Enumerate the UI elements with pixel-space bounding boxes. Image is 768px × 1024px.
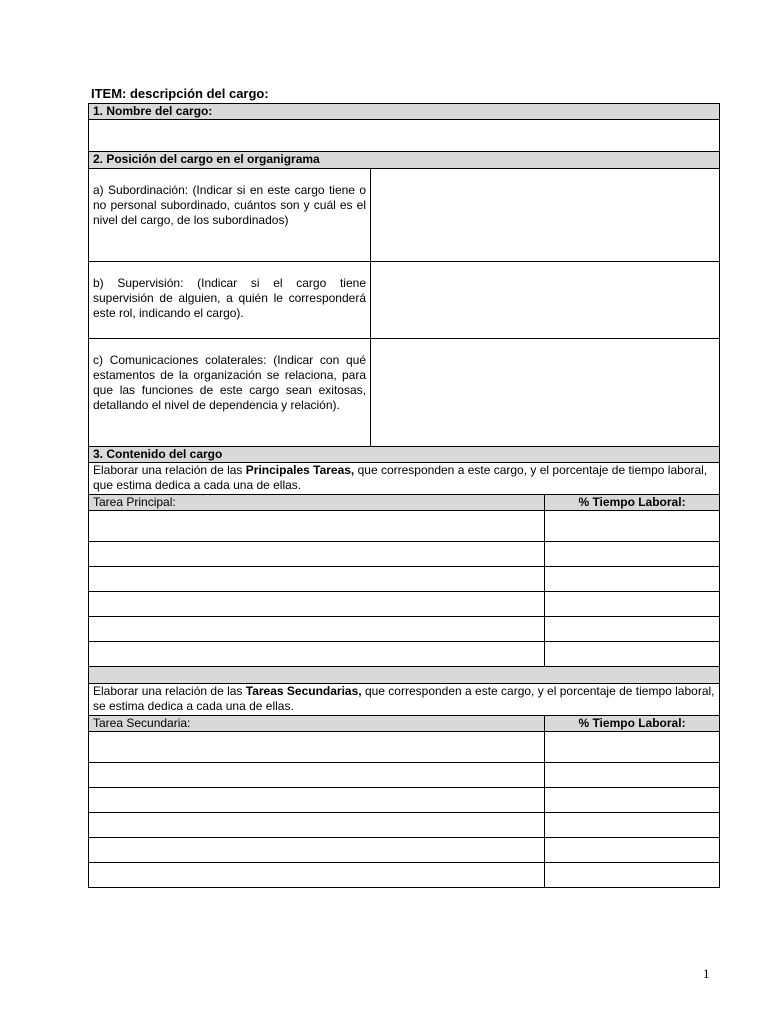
secondary-time-cell[interactable] [545, 763, 720, 788]
principal-time-cell[interactable] [545, 567, 720, 592]
principal-task-cell[interactable] [89, 567, 545, 592]
table-row [89, 813, 720, 838]
collateral-communications-prompt: c) Comunicaciones colaterales: (Indicar con qué estamentos de la organización se relaciona, para que las funciones de este cargo sean exitosas, detallando el nivel de dependencia y relación). [89, 339, 371, 447]
secondary-time-column-header: % Tiempo Laboral: [545, 716, 720, 732]
principal-time-cell[interactable] [545, 592, 720, 617]
principal-task-cell[interactable] [89, 617, 545, 642]
principal-task-cell[interactable] [89, 592, 545, 617]
principal-time-cell[interactable] [545, 511, 720, 542]
supervision-prompt: b) Supervisión: (Indicar si el cargo tiene supervisión de alguien, a quién le corresponderá este rol, indicando el cargo). [89, 262, 371, 339]
section-1-header: 1. Nombre del cargo: [89, 104, 720, 120]
collateral-communications-field[interactable] [371, 339, 720, 447]
principal-task-cell[interactable] [89, 542, 545, 567]
principal-time-cell[interactable] [545, 642, 720, 667]
principal-time-column-header: % Tiempo Laboral: [545, 495, 720, 511]
secondary-time-cell[interactable] [545, 838, 720, 863]
page-number: 1 [703, 966, 710, 981]
page-title: ITEM: descripción del cargo: [91, 86, 269, 101]
table-row [89, 511, 720, 542]
separator-row [89, 667, 720, 684]
table-row [89, 838, 720, 863]
secondary-task-column-header: Tarea Secundaria: [89, 716, 545, 732]
subordination-field[interactable] [371, 169, 720, 262]
table-row [89, 567, 720, 592]
principal-time-cell[interactable] [545, 617, 720, 642]
principal-time-cell[interactable] [545, 542, 720, 567]
secondary-task-cell[interactable] [89, 813, 545, 838]
principal-task-cell[interactable] [89, 642, 545, 667]
table-row [89, 592, 720, 617]
table-row [89, 788, 720, 813]
table-row [89, 642, 720, 667]
secondary-time-cell[interactable] [545, 863, 720, 888]
section-3-header: 3. Contenido del cargo [89, 447, 720, 463]
secondary-task-cell[interactable] [89, 732, 545, 763]
table-row [89, 617, 720, 642]
subordination-prompt: a) Subordinación: (Indicar si en este cargo tiene o no personal subordinado, cuántos son y cuál es el nivel del cargo, de los subordinados) [89, 169, 371, 262]
secondary-task-cell[interactable] [89, 763, 545, 788]
secondary-time-cell[interactable] [545, 813, 720, 838]
table-row [89, 763, 720, 788]
table-row [89, 542, 720, 567]
secondary-task-cell[interactable] [89, 788, 545, 813]
table-row [89, 732, 720, 763]
secondary-time-cell[interactable] [545, 732, 720, 763]
secondary-task-cell[interactable] [89, 863, 545, 888]
principal-task-column-header: Tarea Principal: [89, 495, 545, 511]
section-2-header: 2. Posición del cargo en el organigrama [89, 152, 720, 169]
secondary-task-cell[interactable] [89, 838, 545, 863]
job-description-form [88, 103, 720, 888]
table-row [89, 863, 720, 888]
supervision-field[interactable] [371, 262, 720, 339]
secondary-time-cell[interactable] [545, 788, 720, 813]
principal-tasks-instructions: Elaborar una relación de las Principales Tareas, que corresponden a este cargo, y el porcentaje de tiempo laboral, que estima dedica a cada una de ellas. [89, 463, 720, 495]
secondary-tasks-instructions: Elaborar una relación de las Tareas Secundarias, que corresponden a este cargo, y el porcentaje de tiempo laboral, se estima dedica a cada una de ellas. [89, 684, 720, 716]
principal-task-cell[interactable] [89, 511, 545, 542]
job-name-field[interactable] [89, 120, 720, 152]
